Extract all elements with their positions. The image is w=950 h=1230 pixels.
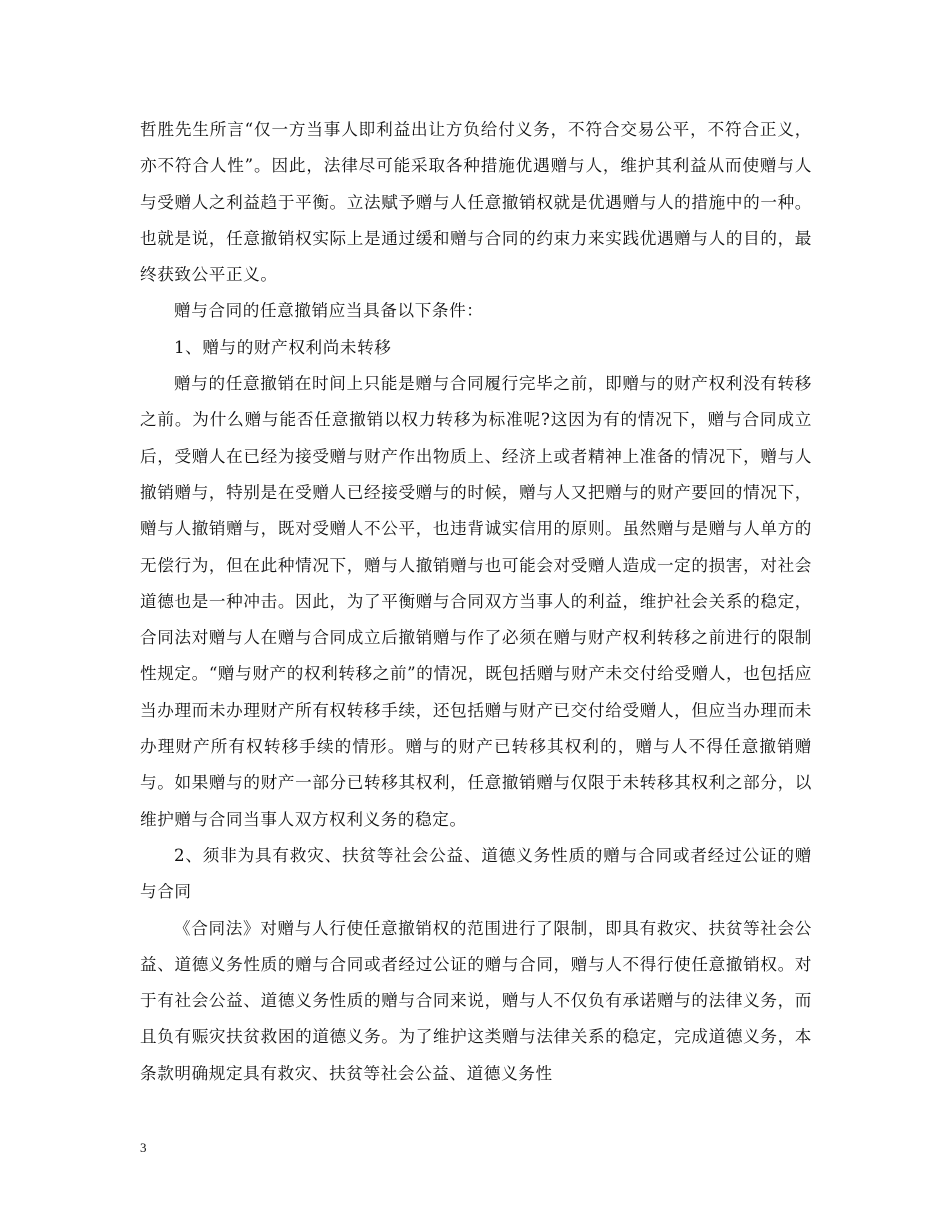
paragraph-condition-2-body: 《合同法》对赠与人行使任意撤销权的范围进行了限制，即具有救灾、扶贫等社会公益、道德义务性质的赠与合同或者经过公证的赠与合同，赠与人不得行使任意撤销权。对于有社会公益、道德义务性质的赠与合同来说，赠与人不仅负有承诺赠与的法律义务，而且负有赈灾扶贫救困的道德义务。为了维护这类赠与法律关系的稳定，完成道德义务，本条款明确规定具有救灾、扶贫等社会公益、道德义务性 xyxy=(140,918,812,1083)
document-body xyxy=(140,112,812,1092)
paragraph-condition-2-title: 2、须非为具有救灾、扶贫等社会公益、道德义务性质的赠与合同或者经过公证的赠与合同 xyxy=(140,845,812,902)
paragraph-conditions-heading: 赠与合同的任意撤销应当具备以下条件： xyxy=(174,301,484,321)
paragraph-intro-continuation: 哲胜先生所言“仅一方当事人即利益出让方负给付义务，不符合交易公平，不符合正义，亦不符合人性”。因此，法律尽可能采取各种措施优遇赠与人，维护其利益从而使赠与人与受赠人之利益趋于平衡。立法赋予赠与人任意撤销权就是优遇赠与人的措施中的一种。也就是说，任意撤销权实际上是通过缓和赠与合同的约束力来实践优遇赠与人的目的，最终获致公平正义。 xyxy=(140,120,812,285)
page-number: 3 xyxy=(140,1140,147,1155)
paragraph-condition-1-body: 赠与的任意撤销在时间上只能是赠与合同履行完毕之前，即赠与的财产权利没有转移之前。为什么赠与能否任意撤销以权力转移为标准呢?这因为有的情况下，赠与合同成立后，受赠人在已经为接受赠与财产作出物质上、经济上或者精神上准备的情况下，赠与人撤销赠与，特别是在受赠人已经接受赠与的时候，赠与人又把赠与的财产要回的情况下，赠与人撤销赠与，既对受赠人不公平，也违背诚实信用的原则。虽然赠与是赠与人单方的无偿行为，但在此种情况下，赠与人撤销赠与也可能会对受赠人造成一定的损害，对社会道德也是一种冲击。因此，为了平衡赠与合同双方当事人的利益，维护社会关系的稳定，合同法对赠与人在赠与合同成立后撤销赠与作了必须在赠与财产权利转移之前进行的限制性规定。“赠与财产的权利转移之前”的情况，既包括赠与财产未交付给受赠人，也包括应当办理而未办理财产所有权转移手续，还包括赠与财产已交付给受赠人，但应当办理而未办理财产所有权转移手续的情形。赠与的财产已转移其权利的，赠与人不得任意撤销赠与。如果赠与的财产一部分已转移其权利，任意撤销赠与仅限于未转移其权利之部分，以维护赠与合同当事人双方权利义务的稳定。 xyxy=(140,374,812,829)
paragraph-condition-1-title: 1、赠与的财产权利尚未转移 xyxy=(174,337,392,357)
